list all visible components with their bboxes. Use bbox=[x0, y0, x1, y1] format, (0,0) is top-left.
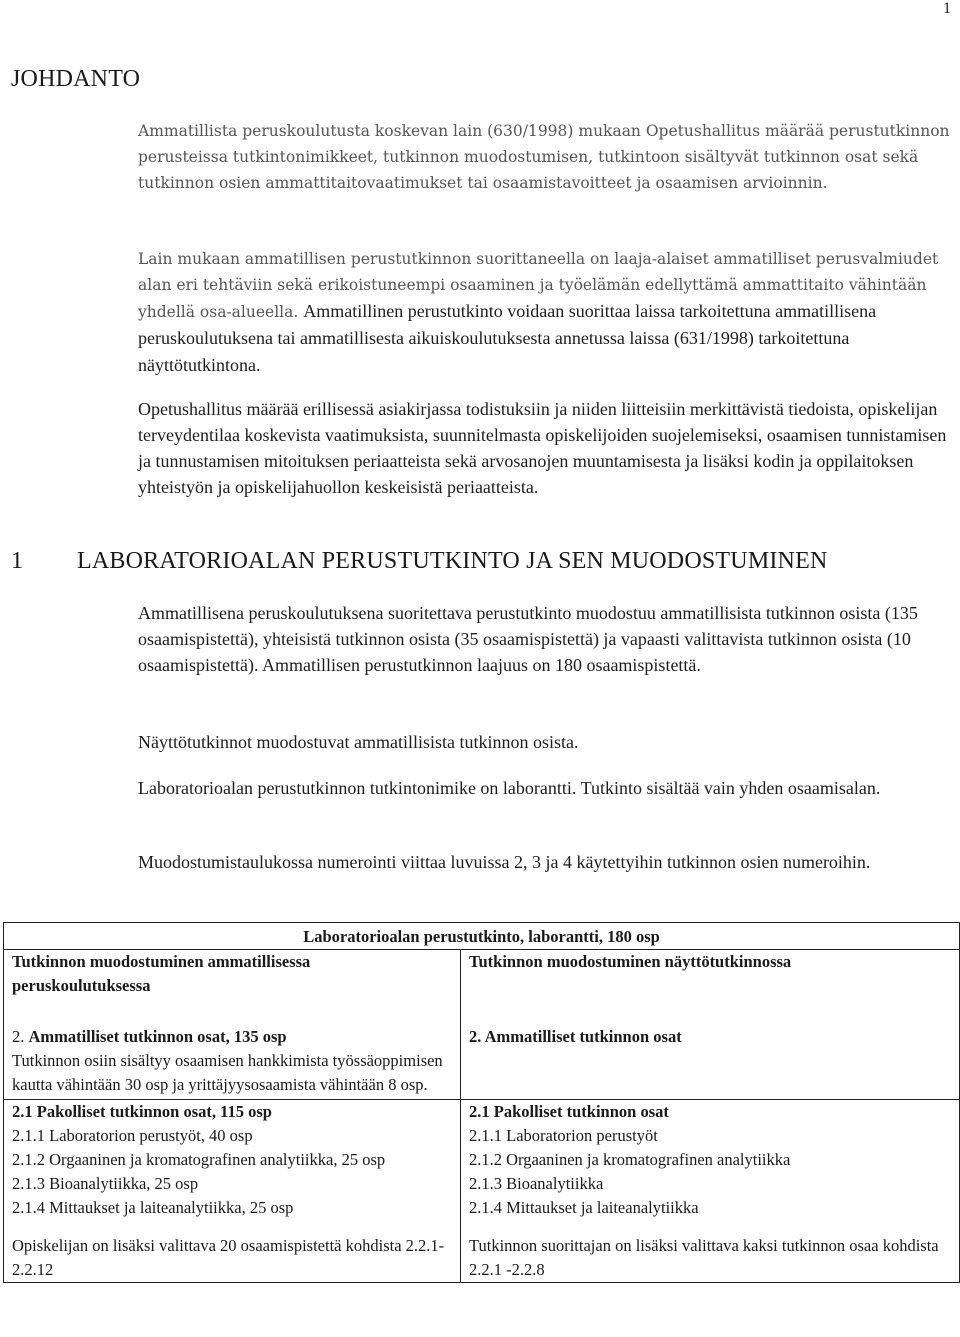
list-item: 2.1.4 Mittaukset ja laiteanalytiikka bbox=[469, 1198, 699, 1217]
right-block-2-note: Tutkinnon suorittajan on lisäksi valittava kaksi tutkinnon osaa kohdista 2.2.1 -2.2.8 bbox=[469, 1236, 939, 1279]
left-block-1-note: Tutkinnon osiin sisältyy osaamisen hankkimista työssäoppimisen kautta vähintään 30 osp ja yrittäjyysosaamista vähintään 8 osp. bbox=[12, 1051, 443, 1094]
intro-paragraph-2-continuation: Ammatillinen perustutkinto voidaan suorittaa laissa tarkoitettuna ammatillisena peruskoulutuksena tai ammatillisesta aikuiskoulutuksesta annetussa laissa (631/1998) tarkoitettuna näyttötutkintona. bbox=[138, 301, 877, 375]
left-block-2 bbox=[4, 1100, 461, 1283]
section-1-title: LABORATORIOALAN PERUSTUTKINTO JA SEN MUODOSTUMINEN bbox=[77, 548, 828, 574]
section-1-paragraph-1: Ammatillisena peruskoulutuksena suoritettava perustutkinto muodostuu ammatillisista tutkinnon osista (135 osaamispistettä), yhteisistä tutkinnon osista (35 osaamispistettä) ja vapaasti valittavista tutkinnon osista (10 osaamispistettä). Ammatillisen perustutkinnon laajuus on 180 osaamispistettä. bbox=[138, 603, 918, 675]
col-right-heading bbox=[461, 950, 960, 1026]
col-left-heading bbox=[4, 950, 461, 1026]
right-block-1-title: 2. Ammatilliset tutkinnon osat bbox=[469, 1027, 682, 1046]
left-block-2-title: 2.1 Pakolliset tutkinnon osat, 115 osp bbox=[12, 1102, 272, 1121]
intro-paragraph-2 bbox=[138, 246, 950, 379]
left-block-2-note: Opiskelijan on lisäksi valittava 20 osaamispistettä kohdista 2.2.1- 2.2.12 bbox=[12, 1236, 445, 1279]
section-1-paragraph-4: Muodostumistaulukossa numerointi viittaa luvuissa 2, 3 ja 4 käytettyihin tutkinnon osien numeroihin. bbox=[138, 852, 871, 872]
col-left-heading-text: Tutkinnon muodostuminen ammatillisessa peruskoulutuksessa bbox=[12, 952, 311, 995]
section-1-paragraph-3: Laboratorioalan perustutkinnon tutkintonimike on laborantti. Tutkinto sisältää vain yhden osaamisalan. bbox=[138, 778, 881, 798]
intro-paragraph-2-text: Lain mukaan ammatillisen perustutkinnon suorittaneella on laaja-alaiset ammatilliset perusvalmiudet alan eri tehtäviin sekä erikoistuneempi osaaminen ja työelämän edellyttämä ammattitaito vähintään yhdellä osa-alueella. bbox=[138, 250, 939, 321]
list-item: 2.1.2 Orgaaninen ja kromatografinen analytiikka, 25 osp bbox=[12, 1150, 386, 1169]
formation-table bbox=[3, 922, 960, 1283]
table-title: Laboratorioalan perustutkinto, laborantti, 180 osp bbox=[4, 923, 960, 950]
list-item: 2.1.4 Mittaukset ja laiteanalytiikka, 25 osp bbox=[12, 1198, 294, 1217]
left-block-1 bbox=[4, 1025, 461, 1100]
list-item: 2.1.1 Laboratorion perustyöt bbox=[469, 1126, 658, 1145]
section-1-paragraph-2: Näyttötutkinnot muodostuvat ammatillisista tutkinnon osista. bbox=[138, 732, 579, 752]
left-block-1-title: Ammatilliset tutkinnon osat, 135 osp bbox=[28, 1027, 287, 1046]
list-item: 2.1.3 Bioanalytiikka, 25 osp bbox=[12, 1174, 199, 1193]
section-1-heading bbox=[11, 548, 951, 575]
section-1-number: 1 bbox=[11, 548, 24, 574]
list-item: 2.1.1 Laboratorion perustyöt, 40 osp bbox=[12, 1126, 253, 1145]
col-right-heading-text: Tutkinnon muodostuminen näyttötutkinnossa bbox=[469, 952, 792, 971]
intro-paragraph-3: Opetushallitus määrää erillisessä asiakirjassa todistuksiin ja niiden liitteisiin merkittävistä tiedoista, opiskelijan terveydentilaa koskevista vaatimuksista, suunnitelmasta opiskelijoiden suojelemiseksi, osaamisen tunnistamisen ja tunnustamisen mitoituksen periaatteista sekä arvosanojen muuntamisesta ja lisäksi kodin ja oppilaitoksen yhteistyön ja opiskelijahuollon keskeisistä periaatteista. bbox=[138, 399, 947, 497]
page-number: 1 bbox=[943, 0, 951, 17]
intro-paragraph-1: Ammatillista peruskoulutusta koskevan lain (630/1998) mukaan Opetushallitus määrää perustutkinnon perusteissa tutkintonimikkeet, tutkinnon muodostumisen, tutkintoon sisältyvät tutkinnon osat sekä tutkinnon osien ammattitaitovaatimukset tai osaamistavoitteet ja osaamisen arvioinnin. bbox=[138, 122, 950, 192]
list-item: 2.1.3 Bioanalytiikka bbox=[469, 1174, 604, 1193]
right-block-1 bbox=[461, 1025, 960, 1100]
right-block-2 bbox=[461, 1100, 960, 1283]
intro-heading: JOHDANTO bbox=[11, 66, 141, 92]
left-block-1-prefix: 2. bbox=[12, 1027, 25, 1046]
list-item: 2.1.2 Orgaaninen ja kromatografinen analytiikka bbox=[469, 1150, 791, 1169]
right-block-2-title: 2.1 Pakolliset tutkinnon osat bbox=[469, 1102, 669, 1121]
